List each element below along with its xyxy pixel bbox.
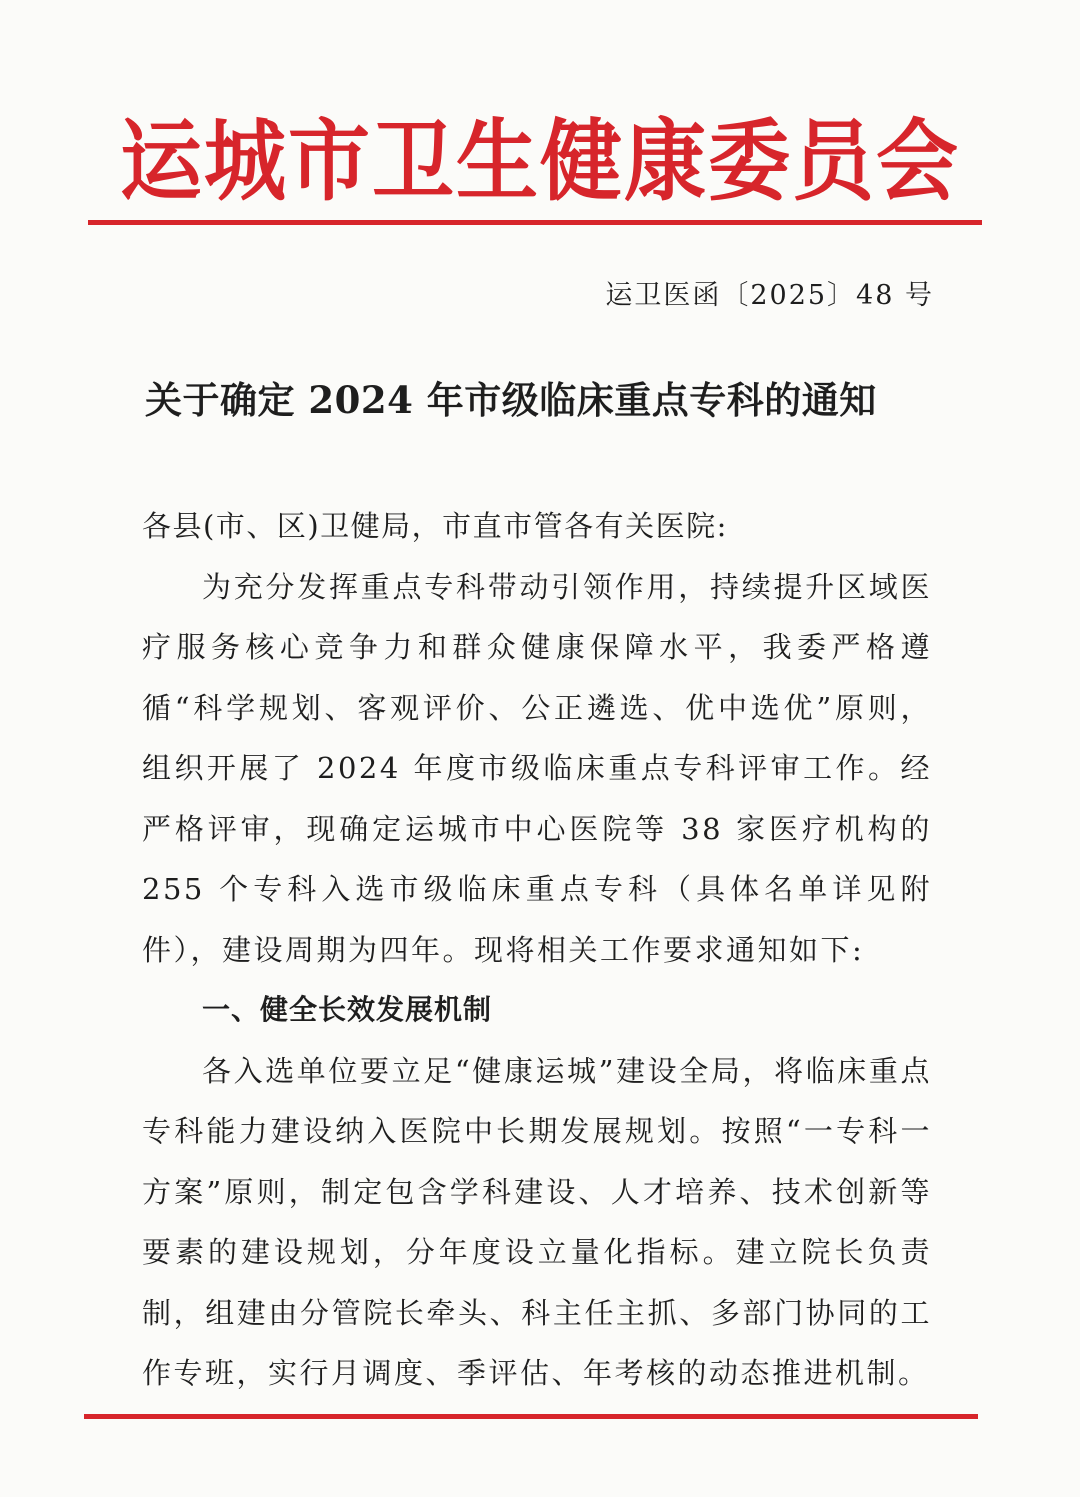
document-number: 运卫医函〔2025〕48 号 <box>605 280 934 311</box>
footer-red-rule <box>84 1414 978 1419</box>
section-paragraph: 各入选单位要立足“健康运城”建设全局，将临床重点专科能力建设纳入医院中长期发展规划。按照“一专科一方案”原则，制定包含学科建设、人才培养、技术创新等要素的建设规划，分年度设立量化指标。建立院长负责制，组建由分管院长牵头、科主任主抓、多部门协同的工作专班，实行月调度、季评估、年考核的动态推进机制。 <box>142 1053 932 1390</box>
salutation: 各县(市、区)卫健局，市直市管各有关医院: <box>142 509 728 543</box>
document-title: 关于确定 2024 年市级临床重点专科的通知 <box>145 378 877 422</box>
letterhead-org-name: 运城市卫生健康委员会 <box>120 110 961 214</box>
document-body <box>142 496 932 1404</box>
section-heading: 一、健全长效发展机制 <box>202 993 493 1026</box>
intro-paragraph: 为充分发挥重点专科带动引领作用，持续提升区域医疗服务核心竞争力和群众健康保障水平，我委严格遵循“科学规划、客观评价、公正遴选、优中选优”原则，组织开展了 2024 年度市级临床重点专科评审工作。经严格评审，现确定运城市中心医院等 38 家医疗机构的 255 个专科入选市级临床重点专科（具体名单详见附件），建设周期为四年。现将相关工作要求通知如下: <box>142 569 932 967</box>
letterhead-red-rule <box>88 220 982 225</box>
